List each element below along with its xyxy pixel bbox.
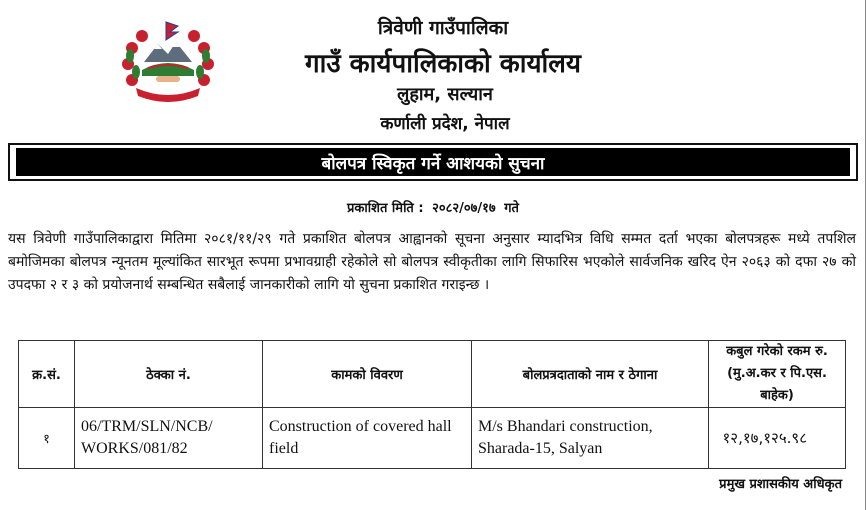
municipality-name: त्रिवेणी गाउँपालिका xyxy=(377,17,509,39)
published-date-line xyxy=(0,198,866,216)
header-amount-line1: कबुल गरेको रकम रु. xyxy=(726,344,828,359)
notice-title-box xyxy=(8,143,858,181)
award-table xyxy=(18,340,846,469)
cell-amount: १२,१७,१२५.९८ xyxy=(709,408,846,469)
header-description: कामको विवरण xyxy=(263,341,472,408)
header-bidder: बोलप्रत्रदाताको नाम र ठेगाना xyxy=(472,341,709,408)
published-date: २०८२/०७/१७ xyxy=(432,201,496,216)
province-name: कर्णाली प्रदेश, नेपाल xyxy=(380,114,510,134)
published-label: प्रकाशित मिति : xyxy=(347,201,424,216)
header-sn: क्र.सं. xyxy=(19,341,75,408)
office-location: लुहाम, सल्यान xyxy=(397,84,493,105)
cell-bidder: M/s Bhandari construction, Sharada-15, Salyan xyxy=(472,408,709,469)
cell-sn: १ xyxy=(19,408,75,469)
office-name: गाउँ कार्यपालिकाको कार्यालय xyxy=(305,49,581,79)
notice-title: बोलपत्र स्विकृत गर्ने आशयको सुचना xyxy=(16,148,850,176)
table-header-row xyxy=(19,341,846,408)
header-amount-line2: (मु.अ.कर र पि.एस. बाहेक) xyxy=(727,366,827,403)
table-row xyxy=(19,408,846,469)
header-amount xyxy=(709,341,846,408)
signatory: प्रमुख प्रशासकीय अधिकृत xyxy=(719,477,842,492)
header-contract-no: ठेक्का नं. xyxy=(75,341,263,408)
published-suffix: गते xyxy=(504,201,519,216)
cell-description: Construction of covered hall field xyxy=(263,408,472,469)
cell-contract-no: 06/TRM/SLN/NCB/ WORKS/081/82 xyxy=(75,408,263,469)
notice-body: यस त्रिवेणी गाउँपालिकाद्वारा मितिमा २०८१/११/२९ गते प्रकाशित बोलपत्र आह्वानको सूचना अनुसार म्यादभित्र विधि सम्मत दर्ता भएका बोलपत्रहरू मध्ये तपशिल बमोजिमका बोलपत्र न्यूनतम मूल्यांकित सारभूत रूपमा प्रभावग्राही रहेकोले सो बोलपत्र स्वीकृतीका लागि सिफारिस भएकोले सार्वजनिक खरिद ऐन २०६३ को दफा २७ को उपदफा २ र ३ को प्रयोजनार्थ सम्बन्धित सबैलाई जानकारीको लागि यो सुचना प्रकाशित गराइन्छ । xyxy=(8,231,856,293)
